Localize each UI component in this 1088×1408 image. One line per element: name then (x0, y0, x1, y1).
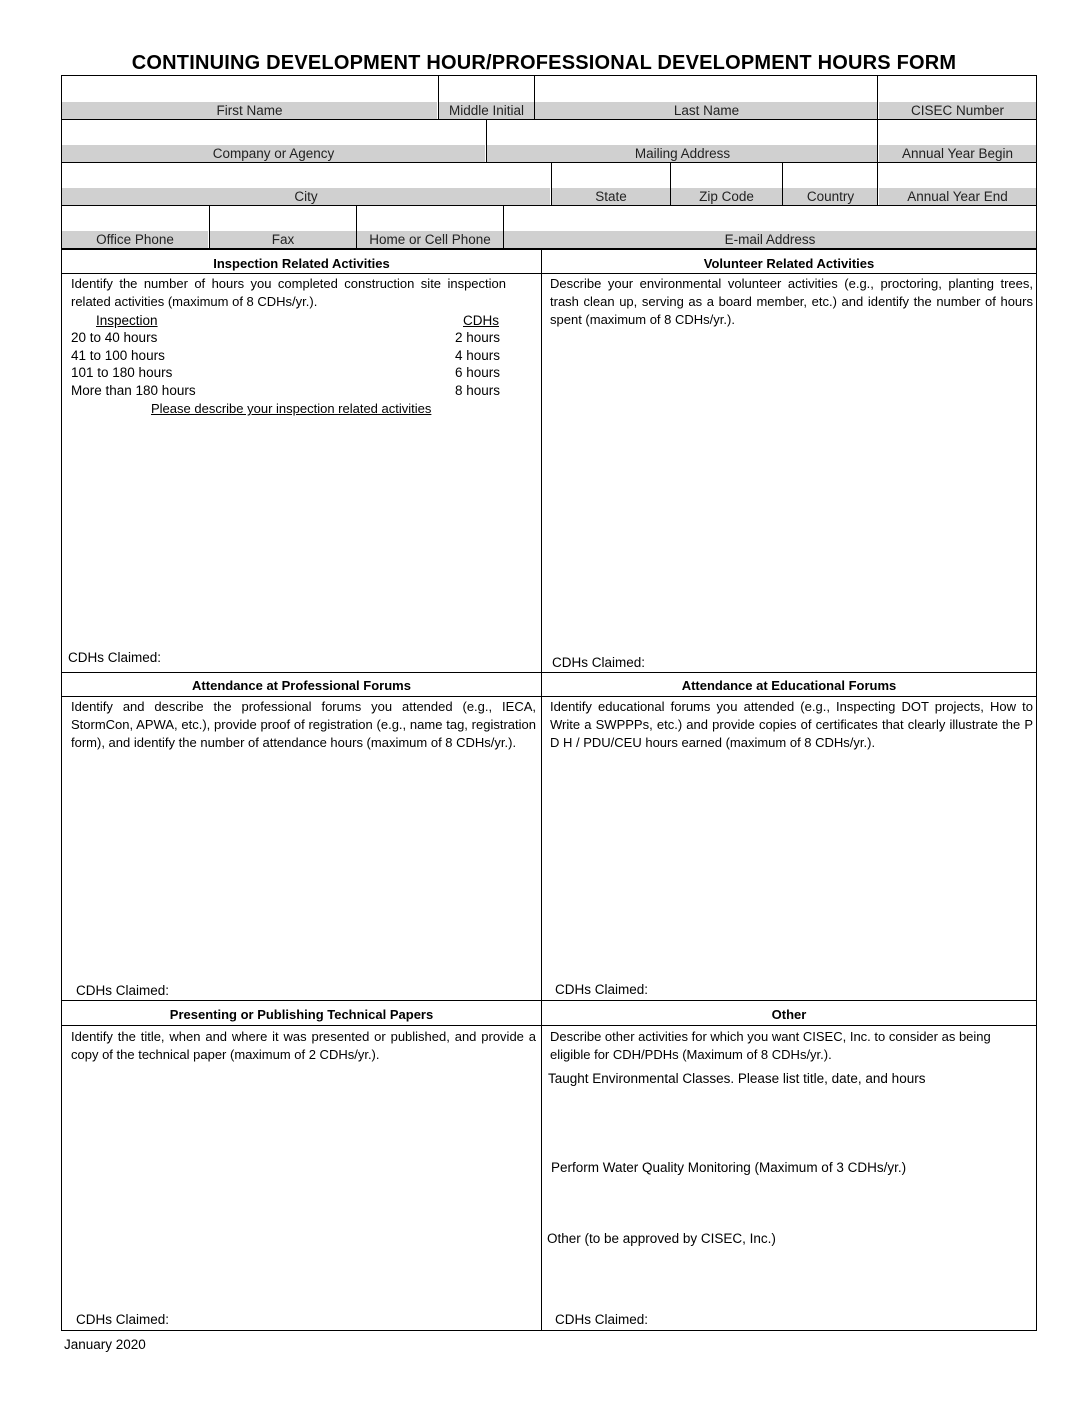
footer-date: January 2020 (64, 1337, 146, 1352)
water-quality-response-area[interactable] (543, 1178, 1035, 1226)
office-phone-label: Office Phone (62, 231, 208, 248)
fax-label: Fax (210, 231, 356, 248)
last-name-label: Last Name (535, 102, 878, 119)
inspection-range: 20 to 40 hours (71, 330, 158, 345)
cisec-number-field[interactable] (878, 78, 1036, 103)
city-label: City (62, 188, 550, 205)
professional-forums-response-area[interactable] (62, 772, 540, 978)
professional-forums-description: Identify and describe the professional forums you attended (e.g., IECA, StormCon, APWA, etc.), provide proof of registration (e.g., name tag, registration form), and identify the number of attendance hours (maximum of 8 CDHs/yr.). (71, 699, 536, 750)
company-label: Company or Agency (62, 145, 485, 162)
educational-forums-description: Identify educational forums you attended (e.g., Inspecting DOT projects, How to Write a SWPPPs, etc.) and provide copies of certificates that clearly illustrate the P D H / PDU/CEU hours earned (maximum of 8 CDHs/yr.). (550, 699, 1033, 750)
zip-code-field[interactable] (670, 164, 781, 189)
state-label: State (552, 188, 670, 205)
inspection-response-area[interactable] (62, 420, 540, 648)
email-field[interactable] (503, 207, 1036, 232)
annual-year-end-field[interactable] (878, 164, 1036, 189)
educational-forums-cdhs-claimed-label: CDHs Claimed: (555, 982, 649, 997)
inspection-range: 41 to 100 hours (71, 348, 165, 363)
city-field[interactable] (62, 164, 550, 189)
professional-forums-heading: Attendance at Professional Forums (192, 678, 411, 693)
volunteer-description: Describe your environmental volunteer activities (e.g., proctoring, planting trees, trash clean up, serving as a board member, etc.) and identify the number of hours spent (maximum of 8 CDHs/yr.). (550, 276, 1033, 327)
taught-classes-response-area[interactable] (543, 1089, 1035, 1157)
middle-initial-label: Middle Initial (439, 102, 534, 119)
inspection-col-header: Inspection (96, 313, 158, 328)
volunteer-heading: Volunteer Related Activities (703, 256, 875, 271)
inspection-description: Identify the number of hours you completed construction site inspection related activities (maximum of 8 CDHs/yr.). (71, 276, 506, 309)
technical-papers-response-area[interactable] (62, 1068, 540, 1308)
technical-papers-description: Identify the title, when and where it was presented or published, and provide a copy of the technical paper (maximum of 2 CDHs/yr.). (71, 1029, 536, 1062)
cisec-number-label: CISEC Number (879, 102, 1036, 119)
other-response-area[interactable] (543, 1249, 1035, 1307)
mailing-address-field[interactable] (486, 121, 877, 146)
inspection-cdhs-claimed-label: CDHs Claimed: (68, 650, 162, 665)
technical-papers-heading: Presenting or Publishing Technical Papers (169, 1007, 434, 1022)
mailing-address-label: Mailing Address (487, 145, 878, 162)
other-cdhs-claimed-label: CDHs Claimed: (555, 1312, 649, 1327)
educational-forums-heading: Attendance at Educational Forums (681, 678, 897, 693)
middle-initial-field[interactable] (438, 78, 534, 103)
volunteer-cdhs-claimed-label: CDHs Claimed: (552, 655, 646, 670)
educational-forums-response-area[interactable] (543, 754, 1035, 978)
company-field[interactable] (62, 121, 485, 146)
annual-year-end-label: Annual Year End (879, 188, 1036, 205)
last-name-field[interactable] (535, 78, 877, 103)
home-cell-phone-field[interactable] (356, 207, 502, 232)
cdhs-col-header: CDHs (463, 313, 499, 328)
other-item-taught-classes: Taught Environmental Classes. Please list title, date, and hours (548, 1071, 926, 1086)
volunteer-response-area[interactable] (543, 330, 1035, 650)
home-cell-phone-label: Home or Cell Phone (357, 231, 503, 248)
inspection-range: More than 180 hours (71, 383, 196, 398)
form-frame (61, 75, 1037, 1331)
inspection-cdh: 2 hours (455, 330, 501, 345)
zip-code-label: Zip Code (671, 188, 782, 205)
other-item-other: Other (to be approved by CISEC, Inc.) (547, 1231, 776, 1246)
inspection-cdh: 6 hours (455, 365, 501, 380)
inspection-heading: Inspection Related Activities (213, 256, 390, 271)
first-name-label: First Name (62, 102, 437, 119)
inspection-prompt: Please describe your inspection related activities (151, 401, 432, 416)
fax-field[interactable] (209, 207, 355, 232)
inspection-range: 101 to 180 hours (71, 365, 173, 380)
state-field[interactable] (551, 164, 669, 189)
other-heading: Other (771, 1007, 807, 1022)
first-name-field[interactable] (62, 78, 437, 103)
form-title: CONTINUING DEVELOPMENT HOUR/PROFESSIONAL DEVELOPMENT HOURS FORM (131, 52, 957, 74)
professional-forums-cdhs-claimed-label: CDHs Claimed: (76, 983, 170, 998)
country-label: Country (783, 188, 878, 205)
annual-year-begin-label: Annual Year Begin (879, 145, 1036, 162)
inspection-cdh: 4 hours (455, 348, 501, 363)
other-description: Describe other activities for which you want CISEC, Inc. to consider as being eligible for CDH/PDHs (Maximum of 8 CDHs/yr.). (550, 1029, 991, 1062)
inspection-cdh: 8 hours (455, 383, 501, 398)
technical-papers-cdhs-claimed-label: CDHs Claimed: (76, 1312, 170, 1327)
other-item-water-quality: Perform Water Quality Monitoring (Maximum of 3 CDHs/yr.) (551, 1160, 907, 1175)
annual-year-begin-field[interactable] (878, 121, 1036, 146)
country-field[interactable] (782, 164, 877, 189)
office-phone-field[interactable] (62, 207, 208, 232)
email-label: E-mail Address (504, 231, 1036, 248)
